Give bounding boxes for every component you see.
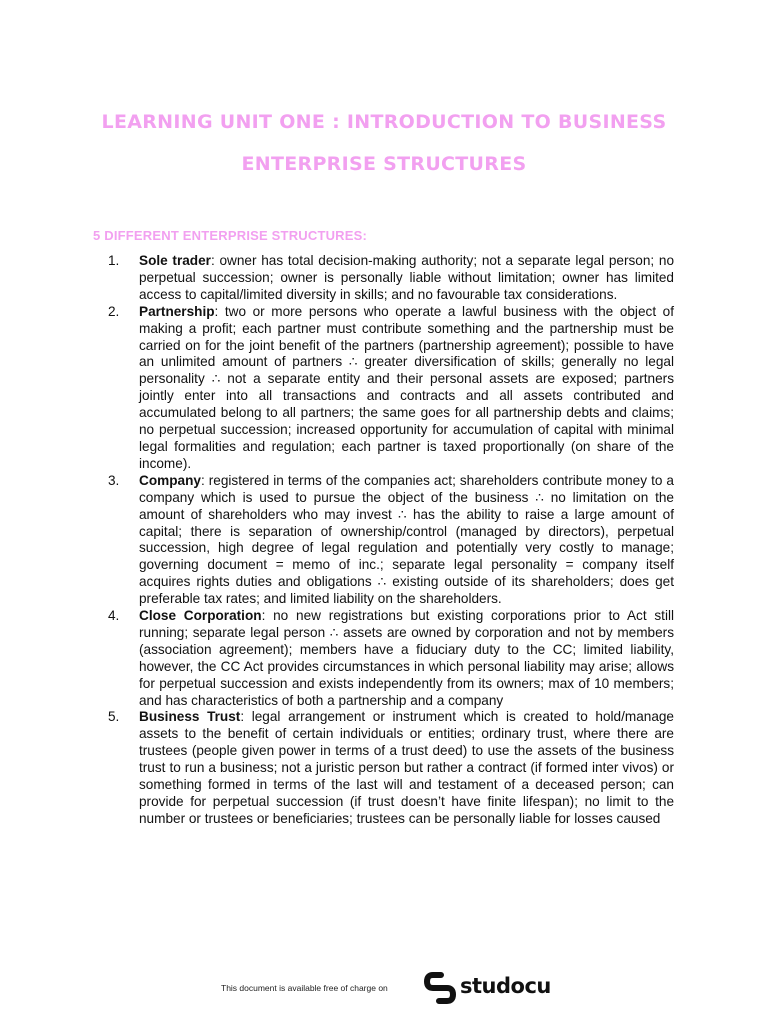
list-item-number: 4. <box>108 608 120 624</box>
list-item-term: Close Corporation <box>139 608 262 624</box>
footer-note: This document is available free of charge on <box>221 983 388 993</box>
list-item <box>108 473 674 608</box>
list-item <box>108 608 674 709</box>
list-item-text: : no new registrations but existing corporations prior to Act still running; separate legal person ∴ assets are owned by corporation and not by members (association agreement); members have a fiduciary duty to the CC; limited liability, however, the CC Act provides circumstances in which personal liability may arise; allows for perpetual succession and exists independently from its owners; max of 10 members; and has characteristics of both a partnership and a company <box>139 608 675 708</box>
page-title: LEARNING UNIT ONE : INTRODUCTION TO BUSINESS ENTERPRISE STRUCTURES <box>101 110 667 175</box>
list-item-term: Partnership <box>139 303 215 319</box>
studocu-brand[interactable]: studocu <box>460 974 551 998</box>
list-item-text: : two or more persons who operate a lawful business with the object of making a profit; each partner must contribute something and the partnership must be carried on for the joint benefit of the partners (partnership agreement); possible to have an unlimited amount of partners ∴ greater diversification of skills; generally no legal personality ∴ not a separate entity and their personal assets are exposed; partners jointly enter into all transactions and contracts and all assets contributed and accumulated belong to all partners; the same goes for all partnership debts and claims; no perpetual succession; increased opportunity for accumulation of capital with minimal legal formalities and regulation; each partner is taxed proportionally (on share of the income). <box>139 303 674 471</box>
footer <box>0 968 768 1008</box>
list-item-number: 1. <box>108 253 120 268</box>
section-heading: 5 DIFFERENT ENTERPRISE STRUCTURES: <box>93 228 368 243</box>
list-item-text: : registered in terms of the companies act; shareholders contribute money to a company which is used to pursue the object of the business ∴ no limitation on the amount of shareholders who may invest ∴ has the ability to raise a large amount of capital; there is separation of ownership/control (managed by directors), perpetual succession, high degree of legal regulation and potentially very costly to manage; governing document = memo of inc.; separate legal personality = company itself acquires rights duties and obligations ∴ existing outside of its shareholders; does get preferable tax rates; and limited liability on the shareholders. <box>139 472 674 607</box>
list-item-term: Business Trust <box>139 709 241 725</box>
list-item-term: Company <box>139 472 201 488</box>
studocu-logo-icon[interactable] <box>424 972 456 1004</box>
list-item <box>108 253 674 304</box>
list-item <box>108 709 674 827</box>
list-item-text: : owner has total decision-making authority; not a separate legal person; no perpetual succession; owner is personally liable without limitation; owner has limited access to capital/limited diversity in skills; and no favourable tax considerations. <box>139 253 675 302</box>
list-item-number: 5. <box>108 709 120 725</box>
list-item-text: : legal arrangement or instrument which is created to hold/manage assets to the benefit of certain individuals or entities; ordinary trust, where there are trustees (people given power in terms of a trust deed) to use the assets of the business trust to run a business; not a juristic person but rather a contract (if formed inter vivos) or something formed in terms of the last will and testament of a deceased person; can provide for perpetual succession (if trust doesn’t have finite lifespan); no limit to the number or trustees or beneficiaries; trustees can be personally liable for losses caused <box>139 709 674 826</box>
list-item-term: Sole trader <box>139 253 211 268</box>
list-item-number: 3. <box>108 472 120 488</box>
enterprise-structures-list <box>108 253 674 828</box>
list-item <box>108 304 674 473</box>
list-item-number: 2. <box>108 303 120 319</box>
